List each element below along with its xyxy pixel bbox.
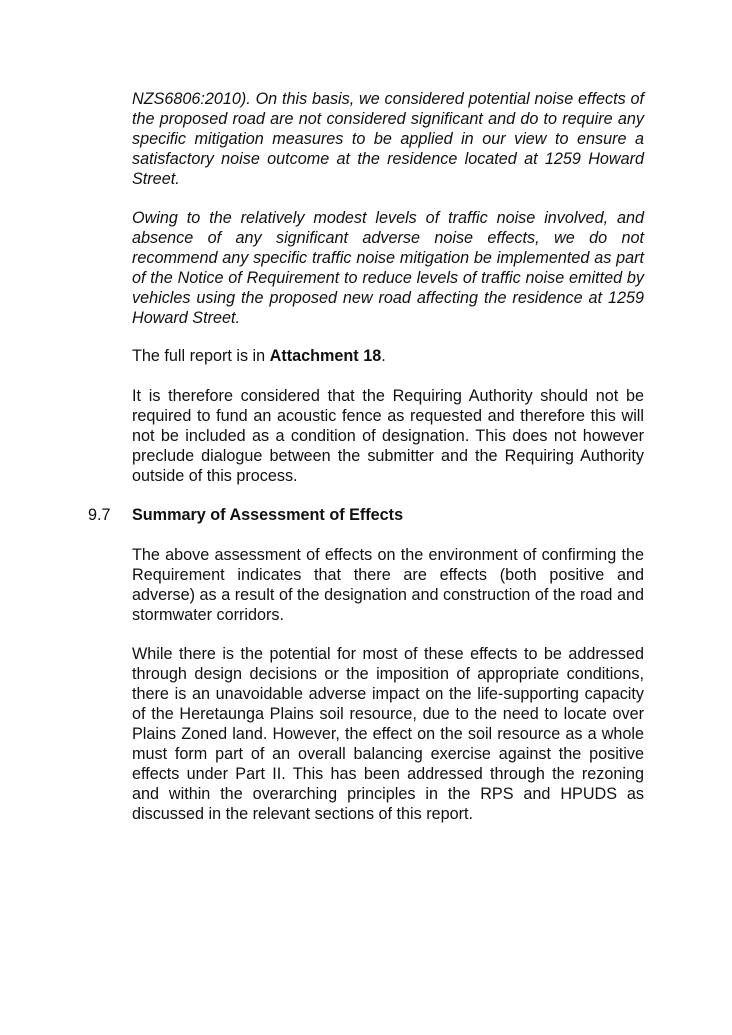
section-number: 9.7 — [88, 506, 111, 524]
paragraph-noise-assessment: NZS6806:2010). On this basis, we considered potential noise effects of the proposed road are not considered significant and do to require any specific mitigation measures to be applied in our view to ensure a satisfactory noise outcome at the residence located at 1259 Howard Street. — [132, 90, 644, 188]
paragraph-acoustic-fence: It is therefore considered that the Requiring Authority should not be required to fund an acoustic fence as requested and therefore this will not be included as a condition of designation. This does not however preclude dialogue between the submitter and the Requiring Authority outside of this process. — [132, 387, 644, 485]
paragraph-assessment-summary: The above assessment of effects on the environment of confirming the Requirement indicates that there are effects (both positive and adverse) as a result of the designation and construction of the road and stormwater corridors. — [132, 546, 644, 624]
section-title: Summary of Assessment of Effects — [132, 506, 404, 524]
full-report-text: The full report is in — [132, 347, 270, 365]
paragraph-soil-resource: While there is the potential for most of these effects to be addressed through design decisions or the imposition of appropriate conditions, there is an unavoidable adverse impact on the life-supporting capacity of the Heretaunga Plains soil resource, due to the need to locate over Plains Zoned land. However, the effect on the soil resource as a whole must form part of an overall balancing exercise against the positive effects under Part II. This has been addressed through the rezoning and within the overarching principles in the RPS and HPUDS as discussed in the relevant sections of this report. — [132, 645, 644, 823]
full-report-period: . — [381, 347, 386, 365]
paragraph-full-report — [132, 346, 644, 366]
attachment-reference: Attachment 18 — [269, 347, 382, 365]
paragraph-noise-mitigation: Owing to the relatively modest levels of traffic noise involved, and absence of any significant adverse noise effects, we do not recommend any specific traffic noise mitigation be implemented as part of the Notice of Requirement to reduce levels of traffic noise emitted by vehicles using the proposed new road affecting the residence at 1259 Howard Street. — [132, 209, 644, 327]
